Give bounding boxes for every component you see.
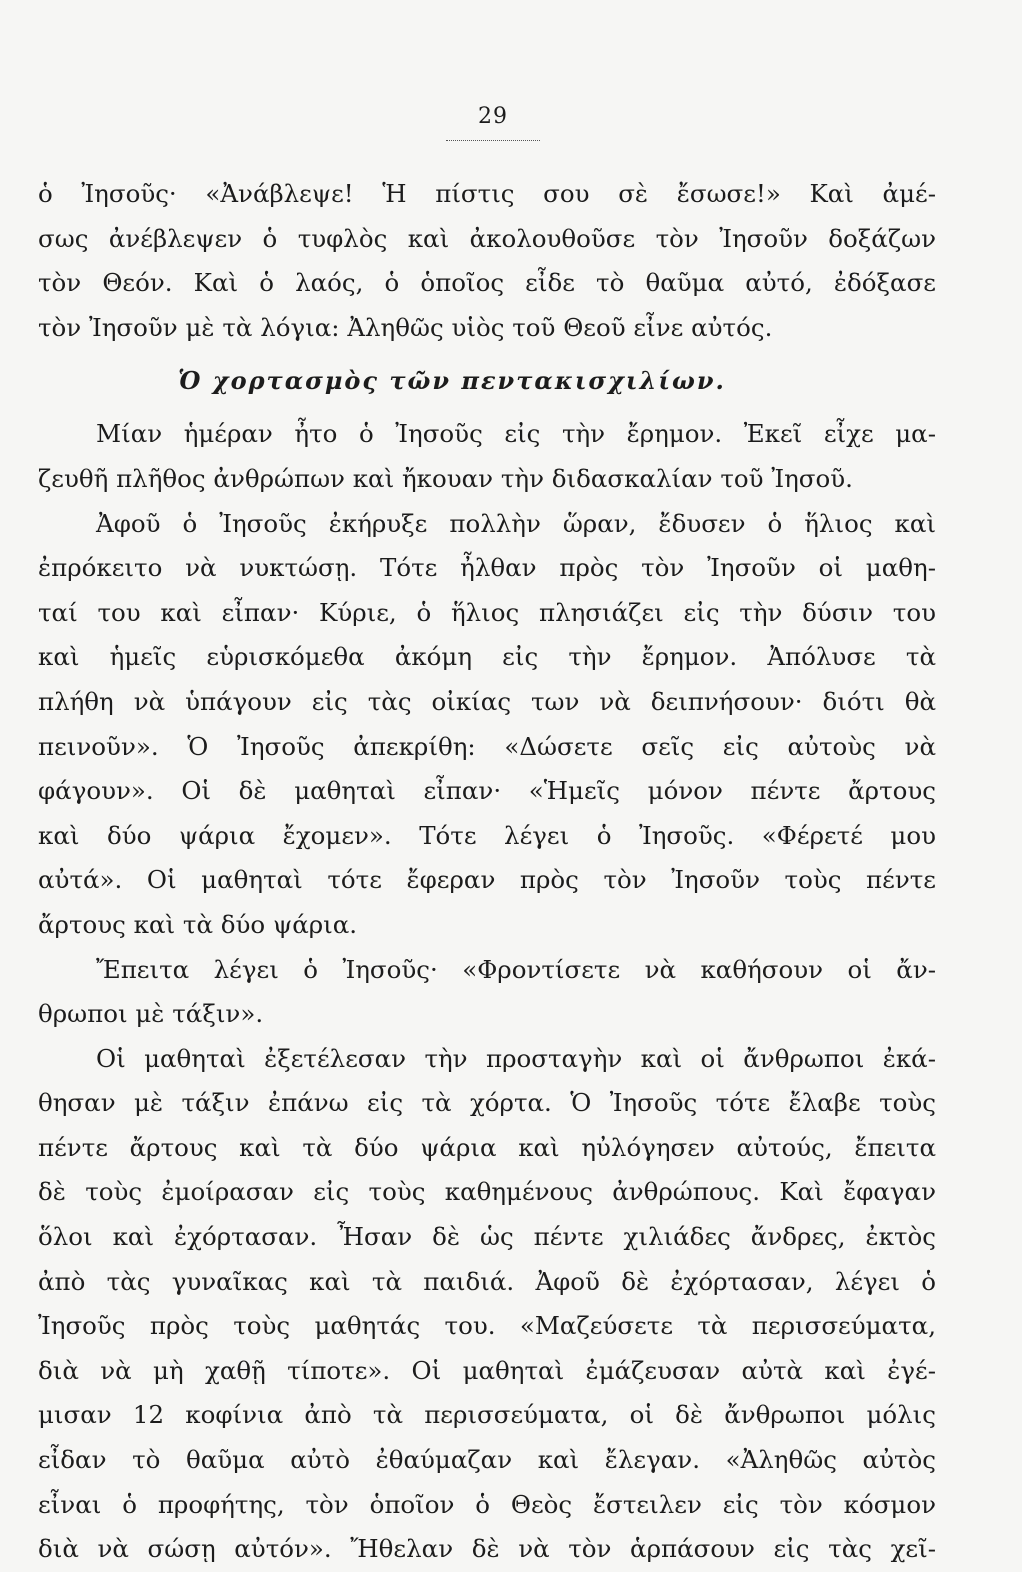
text-line: πλήθη νὰ ὑπάγουν εἰς τὰς οἰκίας των νὰ δειπνήσουν· διότι θὰ (38, 686, 936, 716)
text-line: αὐτά». Οἱ μαθηταὶ τότε ἔφεραν πρὸς τὸν Ἰησοῦν τοὺς πέντε (38, 865, 936, 895)
text-line: πεινοῦν». Ὁ Ἰησοῦς ἀπεκρίθη: «Δώσετε σεῖς εἰς αὐτοὺς νὰ (38, 731, 936, 761)
section-heading: Ὁ χορτασμὸς τῶν πεντακισχιλίων. (178, 366, 726, 396)
text-line: ἀπὸ τὰς γυναῖκας καὶ τὰ παιδιά. Ἀφοῦ δὲ ἐχόρτασαν, λέγει ὁ (38, 1266, 936, 1296)
text-line: εἶναι ὁ προφήτης, τὸν ὁποῖον ὁ Θεὸς ἔστειλεν εἰς τὸν κόσμον (38, 1489, 936, 1519)
text-line: Ἔπειτα λέγει ὁ Ἰησοῦς· «Φροντίσετε νὰ καθήσουν οἱ ἄν- (96, 954, 936, 984)
text-line: δὲ τοὺς ἐμοίρασαν εἰς τοὺς καθημένους ἀνθρώπους. Καὶ ἔφαγαν (38, 1177, 936, 1207)
text-line: φάγουν». Οἱ δὲ μαθηταὶ εἶπαν· «Ἡμεῖς μόνον πέντε ἄρτους (38, 776, 936, 806)
text-line: τὸν Ἰησοῦν μὲ τὰ λόγια: Ἀληθῶς υἱὸς τοῦ Θεοῦ εἶνε αὐτός. (38, 312, 773, 342)
text-line: σως ἀνέβλεψεν ὁ τυφλὸς καὶ ἀκολουθοῦσε τὸν Ἰησοῦν δοξάζων (38, 223, 936, 253)
text-line: ζευθῆ πλῆθος ἀνθρώπων καὶ ἤκουαν τὴν διδασκαλίαν τοῦ Ἰησοῦ. (38, 463, 853, 493)
text-line: καὶ δύο ψάρια ἔχομεν». Τότε λέγει ὁ Ἰησοῦς. «Φέρετέ μου (38, 820, 936, 850)
text-line: Ἰησοῦς πρὸς τοὺς μαθητάς του. «Μαζεύσετε τὰ περισσεύματα, (38, 1311, 936, 1341)
text-line: διὰ νὰ σώσῃ αὐτόν». Ἤθελαν δὲ νὰ τὸν ἁρπάσουν εἰς τὰς χεῖ- (38, 1534, 936, 1564)
text-line: θησαν μὲ τάξιν ἐπάνω εἰς τὰ χόρτα. Ὁ Ἰησοῦς τότε ἔλαβε τοὺς (38, 1088, 936, 1118)
text-line: ἄρτους καὶ τὰ δύο ψάρια. (38, 909, 358, 939)
page-number: 29 (478, 104, 508, 129)
text-line: ὅλοι καὶ ἐχόρτασαν. Ἦσαν δὲ ὡς πέντε χιλιάδες ἄνδρες, ἐκτὸς (38, 1222, 936, 1252)
text-line: τὸν Θεόν. Καὶ ὁ λαός, ὁ ὁποῖος εἶδε τὸ θαῦμα αὐτό, ἐδόξασε (38, 268, 936, 298)
text-line: ἐπρόκειτο νὰ νυκτώσῃ. Τότε ἦλθαν πρὸς τὸν Ἰησοῦν οἱ μαθη- (38, 553, 936, 583)
text-line: ταί του καὶ εἶπαν· Κύριε, ὁ ἥλιος πλησιάζει εἰς τὴν δύσιν του (38, 597, 936, 627)
text-line: εἶδαν τὸ θαῦμα αὐτὸ ἐθαύμαζαν καὶ ἔλεγαν. «Ἀληθῶς αὐτὸς (38, 1445, 936, 1475)
text-line: διὰ νὰ μὴ χαθῇ τίποτε». Οἱ μαθηταὶ ἐμάζευσαν αὐτὰ καὶ ἐγέ- (38, 1355, 936, 1385)
text-line: θρωποι μὲ τάξιν». (38, 999, 264, 1029)
text-line: πέντε ἄρτους καὶ τὰ δύο ψάρια καὶ ηὐλόγησεν αὐτούς, ἔπειτα (38, 1132, 936, 1162)
page-text (38, 172, 936, 1572)
text-line: καὶ ἡμεῖς εὑρισκόμεθα ἀκόμη εἰς τὴν ἔρημον. Ἀπόλυσε τὰ (38, 642, 936, 672)
text-line: Μίαν ἡμέραν ἦτο ὁ Ἰησοῦς εἰς τὴν ἔρημον. Ἐκεῖ εἶχε μα- (96, 419, 936, 449)
text-line: Ἀφοῦ ὁ Ἰησοῦς ἐκήρυξε πολλὴν ὥραν, ἔδυσεν ὁ ἥλιος καὶ (96, 508, 936, 538)
text-line: Οἱ μαθηταὶ ἐξετέλεσαν τὴν προσταγὴν καὶ οἱ ἄνθρωποι ἐκά- (96, 1043, 936, 1073)
text-line: ὁ Ἰησοῦς· «Ἀνάβλεψε! Ἡ πίστις σου σὲ ἔσωσε!» Καὶ ἀμέ- (38, 179, 936, 208)
text-line: μισαν 12 κοφίνια ἀπὸ τὰ περισσεύματα, οἱ δὲ ἄνθρωποι μόλις (38, 1400, 936, 1430)
page-number-rule (446, 140, 540, 141)
